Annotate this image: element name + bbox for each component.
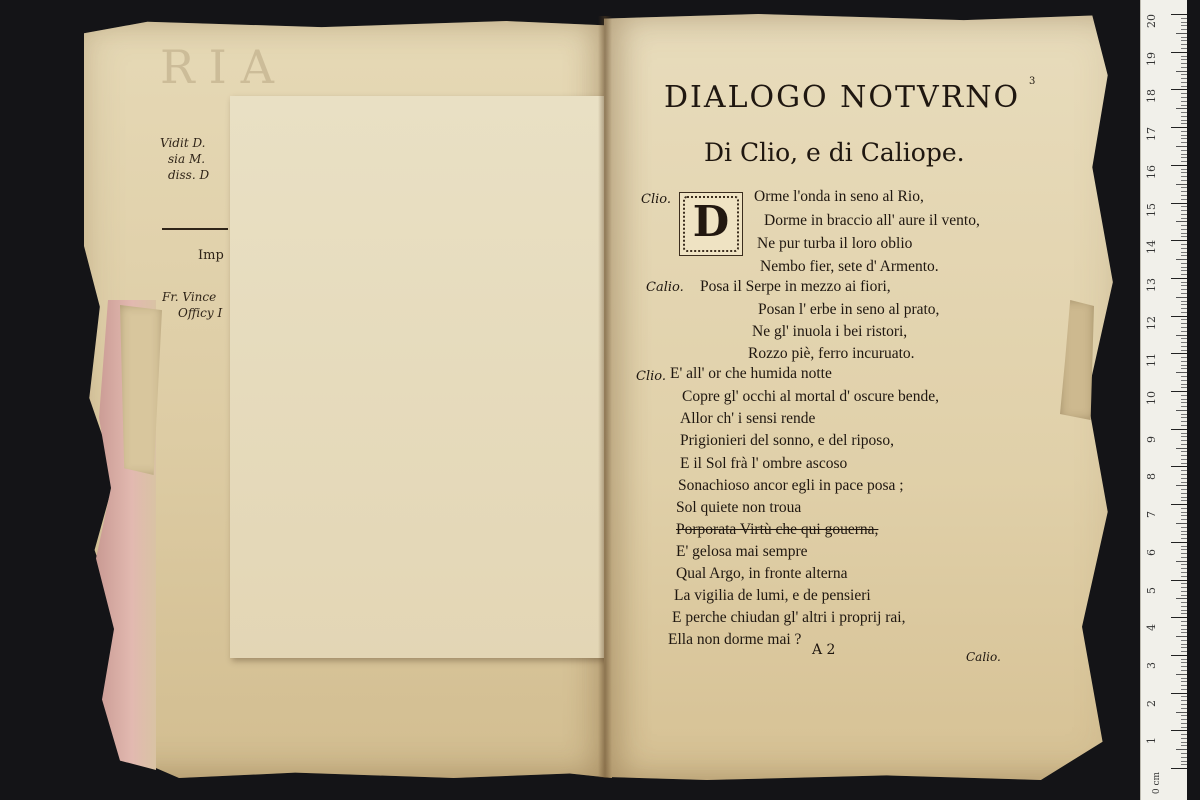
ruler-label: 20 xyxy=(1145,14,1158,28)
verse-line: E' gelosa mai sempre xyxy=(676,543,808,560)
ruler-tick xyxy=(1181,549,1187,550)
ruler-tick xyxy=(1181,727,1187,728)
left-fragment: Vidit D. xyxy=(160,136,206,150)
ruler-tick xyxy=(1171,768,1187,769)
ruler-tick xyxy=(1176,712,1187,713)
ruler-tick xyxy=(1176,448,1187,449)
signature-mark: A 2 xyxy=(812,642,836,658)
ruler-tick xyxy=(1181,734,1187,735)
folio-number: 3 xyxy=(1029,76,1036,87)
ruler-tick xyxy=(1181,218,1187,219)
ruler-tick xyxy=(1176,259,1187,260)
ruler-tick xyxy=(1171,14,1187,15)
ruler-tick xyxy=(1181,255,1187,256)
verse-line: Ne gl' inuola i bei ristori, xyxy=(752,323,908,340)
ruler-tick xyxy=(1181,696,1187,697)
ruler-tick xyxy=(1176,146,1187,147)
ruler-tick xyxy=(1181,116,1187,117)
ruler-tick xyxy=(1181,331,1187,332)
ruler-tick xyxy=(1181,606,1187,607)
initial-letter: D xyxy=(692,197,730,246)
ruler-tick xyxy=(1181,350,1187,351)
ruler-tick xyxy=(1181,640,1187,641)
ruler-tick xyxy=(1181,25,1187,26)
ruler-tick xyxy=(1181,647,1187,648)
ruler-tick xyxy=(1181,357,1187,358)
ruler-tick xyxy=(1176,297,1187,298)
ruler-tick xyxy=(1176,674,1187,675)
verse-line: Ne pur turba il loro oblio xyxy=(757,235,913,252)
ruler-tick xyxy=(1171,165,1187,166)
ruler-tick xyxy=(1181,191,1187,192)
bleed-through-title: RIA xyxy=(160,40,289,94)
verse-line: Ella non dorme mai ? xyxy=(668,631,802,648)
ruler-label: 1 xyxy=(1145,737,1158,745)
ruler-tick xyxy=(1181,621,1187,622)
ruler-tick xyxy=(1181,214,1187,215)
left-fragment: diss. D xyxy=(168,168,210,182)
ruler-tick xyxy=(1181,478,1187,479)
struck-verse-line: Porporata Virtù che qui gouerna, xyxy=(676,521,879,538)
ruler-tick xyxy=(1181,753,1187,754)
ruler-tick xyxy=(1181,67,1187,68)
ruler-tick xyxy=(1181,651,1187,652)
ruler-tick xyxy=(1181,282,1187,283)
ruler-tick xyxy=(1181,414,1187,415)
ruler-tick xyxy=(1181,451,1187,452)
ruler-tick xyxy=(1181,685,1187,686)
ruler-tick xyxy=(1181,482,1187,483)
ruler-tick xyxy=(1181,519,1187,520)
ruler-tick xyxy=(1181,670,1187,671)
ruler-tick xyxy=(1181,764,1187,765)
ruler-label: 8 xyxy=(1145,473,1158,481)
ruler-tick xyxy=(1181,474,1187,475)
ruler-tick xyxy=(1181,229,1187,230)
ruler-tick xyxy=(1181,131,1187,132)
ruler-tick xyxy=(1181,459,1187,460)
verse-line: Prigionieri del sonno, e del riposo, xyxy=(680,432,894,449)
ruler-tick xyxy=(1176,636,1187,637)
ruler-tick xyxy=(1181,263,1187,264)
ruler-tick xyxy=(1181,270,1187,271)
ruler-tick xyxy=(1181,553,1187,554)
ruler-tick xyxy=(1176,598,1187,599)
ruler-tick xyxy=(1181,708,1187,709)
ruler-tick xyxy=(1181,248,1187,249)
ruler-tick xyxy=(1181,187,1187,188)
ruler-tick xyxy=(1181,425,1187,426)
ruler-tick xyxy=(1181,138,1187,139)
ruler-tick xyxy=(1181,97,1187,98)
ruler-tick xyxy=(1171,617,1187,618)
left-fragment: sia M. xyxy=(168,152,206,166)
ruler-tick xyxy=(1171,580,1187,581)
ruler-label: 2 xyxy=(1145,699,1158,707)
ruler-tick xyxy=(1181,176,1187,177)
ruler-tick xyxy=(1181,572,1187,573)
ruler-tick xyxy=(1181,591,1187,592)
left-fragment: Imp xyxy=(198,248,224,263)
ruler-tick xyxy=(1181,285,1187,286)
ruler-tick xyxy=(1181,681,1187,682)
verse-line: Nembo fier, sete d' Armento. xyxy=(760,258,939,275)
verse-line: Posan l' erbe in seno al prato, xyxy=(758,301,940,318)
ruler-label: 15 xyxy=(1145,202,1158,217)
verse-line: Posa il Serpe in mezzo ai fiori, xyxy=(700,278,891,295)
ruler-tick xyxy=(1171,316,1187,317)
ruler-tick xyxy=(1181,395,1187,396)
ruler-label: 3 xyxy=(1145,661,1158,669)
ruler-tick xyxy=(1181,135,1187,136)
ruler-label: 5 xyxy=(1145,586,1158,594)
ruler-tick xyxy=(1181,387,1187,388)
ruler-tick xyxy=(1176,561,1187,562)
ruler-tick xyxy=(1181,587,1187,588)
ruler-tick xyxy=(1181,384,1187,385)
ruler-tick xyxy=(1181,625,1187,626)
ruler-tick xyxy=(1181,338,1187,339)
ruler-tick xyxy=(1171,391,1187,392)
ruler-tick xyxy=(1181,22,1187,23)
verse-line: Dorme in braccio all' aure il vento, xyxy=(764,212,980,229)
ruler-tick xyxy=(1181,380,1187,381)
ruler-tick xyxy=(1181,346,1187,347)
ruler-tick xyxy=(1181,365,1187,366)
ruler-label: 16 xyxy=(1145,164,1158,179)
ruler-tick xyxy=(1181,745,1187,746)
ruler-tick xyxy=(1181,564,1187,565)
ruler-label: 11 xyxy=(1145,353,1158,368)
ruler-tick xyxy=(1181,323,1187,324)
ruler-tick xyxy=(1181,361,1187,362)
ruler-tick xyxy=(1181,93,1187,94)
ruler-tick xyxy=(1176,485,1187,486)
ruler-tick xyxy=(1181,37,1187,38)
ruler-tick xyxy=(1181,546,1187,547)
ruler-tick xyxy=(1181,56,1187,57)
ruler-tick xyxy=(1181,644,1187,645)
speaker-label: Clio. xyxy=(641,192,671,207)
verse-line: Copre gl' occhi al mortal d' oscure bende, xyxy=(682,388,939,405)
verse-line: E il Sol frà l' ombre ascoso xyxy=(680,455,848,472)
ruler-tick xyxy=(1181,508,1187,509)
ruler-label: 7 xyxy=(1145,511,1158,519)
ruler-tick xyxy=(1181,489,1187,490)
left-fragment: Officy I xyxy=(178,306,223,320)
ruler-tick xyxy=(1181,236,1187,237)
ruler-tick xyxy=(1181,742,1187,743)
ruler-tick xyxy=(1171,278,1187,279)
ruler-tick xyxy=(1171,353,1187,354)
ruler-tick xyxy=(1181,210,1187,211)
ruler-tick xyxy=(1181,602,1187,603)
ruler-label: 6 xyxy=(1145,548,1158,556)
ruler-tick xyxy=(1181,659,1187,660)
ruler-tick xyxy=(1181,421,1187,422)
ruler-tick xyxy=(1171,240,1187,241)
ruler-tick xyxy=(1181,78,1187,79)
ruler-tick xyxy=(1181,719,1187,720)
ruler-tick xyxy=(1181,233,1187,234)
verse-line: Orme l'onda in seno al Rio, xyxy=(754,188,924,205)
ruler-tick xyxy=(1181,444,1187,445)
ruler-tick xyxy=(1181,557,1187,558)
ruler-tick xyxy=(1181,18,1187,19)
speaker-label: Calio. xyxy=(646,280,684,295)
ruler-tick xyxy=(1181,86,1187,87)
ruler-tick xyxy=(1181,678,1187,679)
ruler-unit-label: 0 cm xyxy=(1152,771,1163,795)
ruler-tick xyxy=(1171,127,1187,128)
ornamental-initial xyxy=(679,192,743,256)
ruler-tick xyxy=(1181,512,1187,513)
ruler-label: 17 xyxy=(1145,127,1158,142)
page-subtitle: Di Clio, e di Caliope. xyxy=(704,138,965,167)
ruler-tick xyxy=(1181,689,1187,690)
ruler-tick xyxy=(1181,629,1187,630)
verse-line: Allor ch' i sensi rende xyxy=(680,410,816,427)
ruler-label: 9 xyxy=(1145,435,1158,443)
ruler-tick xyxy=(1181,368,1187,369)
ruler-tick xyxy=(1181,493,1187,494)
ruler-tick xyxy=(1181,267,1187,268)
ruler-tick xyxy=(1181,534,1187,535)
ruler-label: 14 xyxy=(1145,240,1158,255)
ruler-tick xyxy=(1171,466,1187,467)
verse-line: Sonachioso ancor egli in pace posa ; xyxy=(678,477,904,494)
ruler-tick xyxy=(1181,455,1187,456)
ruler-tick xyxy=(1181,761,1187,762)
ruler-tick xyxy=(1181,74,1187,75)
ruler-tick xyxy=(1181,225,1187,226)
ruler-tick xyxy=(1176,108,1187,109)
ruler-tick xyxy=(1181,29,1187,30)
ruler-label: 10 xyxy=(1145,391,1158,405)
verse-line: Qual Argo, in fronte alterna xyxy=(676,565,848,582)
ruler-tick xyxy=(1181,531,1187,532)
catchword: Calio. xyxy=(966,650,1001,664)
ruler-tick xyxy=(1181,704,1187,705)
ruler-tick xyxy=(1181,293,1187,294)
ruler-tick xyxy=(1181,142,1187,143)
ruler-tick xyxy=(1181,662,1187,663)
ruler-tick xyxy=(1181,376,1187,377)
ruler-tick xyxy=(1181,123,1187,124)
ruler-tick xyxy=(1181,112,1187,113)
ruler-tick xyxy=(1176,372,1187,373)
ruler-tick xyxy=(1181,101,1187,102)
book-gutter xyxy=(598,16,612,778)
inserted-paper-slip xyxy=(230,96,615,658)
ruler-tick xyxy=(1181,497,1187,498)
ruler-tick xyxy=(1176,523,1187,524)
ruler-tick xyxy=(1181,327,1187,328)
ruler-tick xyxy=(1171,655,1187,656)
ruler-tick xyxy=(1181,402,1187,403)
ruler-tick xyxy=(1181,199,1187,200)
ruler-tick xyxy=(1176,221,1187,222)
ruler-tick xyxy=(1181,342,1187,343)
ruler-tick xyxy=(1171,429,1187,430)
ruler-tick xyxy=(1181,500,1187,501)
ruler-tick xyxy=(1181,157,1187,158)
ruler-tick xyxy=(1171,693,1187,694)
ruler-tick xyxy=(1181,515,1187,516)
ruler-label: 19 xyxy=(1145,51,1158,66)
ruler-tick xyxy=(1181,289,1187,290)
left-rule-line xyxy=(162,228,228,230)
ruler-tick xyxy=(1181,613,1187,614)
ruler-tick xyxy=(1181,82,1187,83)
ruler-tick xyxy=(1176,749,1187,750)
ruler-tick xyxy=(1181,172,1187,173)
ruler-tick xyxy=(1171,89,1187,90)
ruler-tick xyxy=(1181,666,1187,667)
ruler-tick xyxy=(1181,433,1187,434)
ruler-tick xyxy=(1171,730,1187,731)
ruler-tick xyxy=(1181,252,1187,253)
ruler-tick xyxy=(1181,576,1187,577)
ruler-tick xyxy=(1181,48,1187,49)
ruler-tick xyxy=(1181,304,1187,305)
ruler-tick xyxy=(1181,63,1187,64)
ruler-tick xyxy=(1181,715,1187,716)
ruler-label: 18 xyxy=(1145,89,1158,104)
ruler-tick xyxy=(1181,610,1187,611)
ruler-tick xyxy=(1181,161,1187,162)
ruler-tick xyxy=(1181,154,1187,155)
ruler-tick xyxy=(1181,595,1187,596)
ruler-tick xyxy=(1181,470,1187,471)
ruler-tick xyxy=(1181,417,1187,418)
ruler-tick xyxy=(1181,40,1187,41)
ruler-label: 12 xyxy=(1145,315,1158,330)
ruler-tick xyxy=(1176,184,1187,185)
ruler-tick xyxy=(1181,274,1187,275)
ruler-tick xyxy=(1181,723,1187,724)
verse-line: Rozzo piè, ferro incuruato. xyxy=(748,345,915,362)
ruler-tick xyxy=(1181,632,1187,633)
verse-line: E perche chiudan gl' altri i proprij rai, xyxy=(672,609,906,626)
ruler-tick xyxy=(1176,71,1187,72)
ruler-tick xyxy=(1181,180,1187,181)
page-title: DIALOGO NOTVRNO xyxy=(664,80,1021,115)
ruler-tick xyxy=(1176,335,1187,336)
ruler-tick xyxy=(1181,440,1187,441)
left-fragment: Fr. Vince xyxy=(162,290,217,304)
ruler-tick xyxy=(1181,463,1187,464)
ruler-tick xyxy=(1176,33,1187,34)
ruler-tick xyxy=(1181,406,1187,407)
verse-line: Sol quiete non troua xyxy=(676,499,802,516)
ruler-tick xyxy=(1181,568,1187,569)
ruler-tick xyxy=(1181,169,1187,170)
ruler-label: 4 xyxy=(1145,624,1158,632)
verse-line: E' all' or che humida notte xyxy=(670,365,832,382)
ruler-tick xyxy=(1181,308,1187,309)
ruler-tick xyxy=(1181,244,1187,245)
ruler-tick xyxy=(1181,312,1187,313)
ruler-tick xyxy=(1181,583,1187,584)
ruler-tick xyxy=(1181,206,1187,207)
ruler-tick xyxy=(1181,59,1187,60)
ruler-tick xyxy=(1181,105,1187,106)
speaker-label: Clio. xyxy=(636,369,666,384)
measuring-ruler xyxy=(1140,0,1187,800)
ruler-tick xyxy=(1181,738,1187,739)
ruler-tick xyxy=(1171,52,1187,53)
ruler-label: 13 xyxy=(1145,277,1158,292)
ruler-tick xyxy=(1181,44,1187,45)
ruler-tick xyxy=(1181,527,1187,528)
ruler-tick xyxy=(1181,700,1187,701)
verse-line: La vigilia de lumi, e de pensieri xyxy=(674,587,871,604)
ruler-tick xyxy=(1176,410,1187,411)
ruler-tick xyxy=(1171,203,1187,204)
ruler-tick xyxy=(1181,757,1187,758)
ruler-tick xyxy=(1181,399,1187,400)
ruler-tick xyxy=(1181,436,1187,437)
ruler-tick xyxy=(1171,504,1187,505)
ruler-tick xyxy=(1181,301,1187,302)
ruler-tick xyxy=(1181,120,1187,121)
ruler-tick xyxy=(1181,195,1187,196)
ruler-tick xyxy=(1181,538,1187,539)
ruler-tick xyxy=(1181,150,1187,151)
ruler-tick xyxy=(1181,319,1187,320)
ruler-tick xyxy=(1171,542,1187,543)
